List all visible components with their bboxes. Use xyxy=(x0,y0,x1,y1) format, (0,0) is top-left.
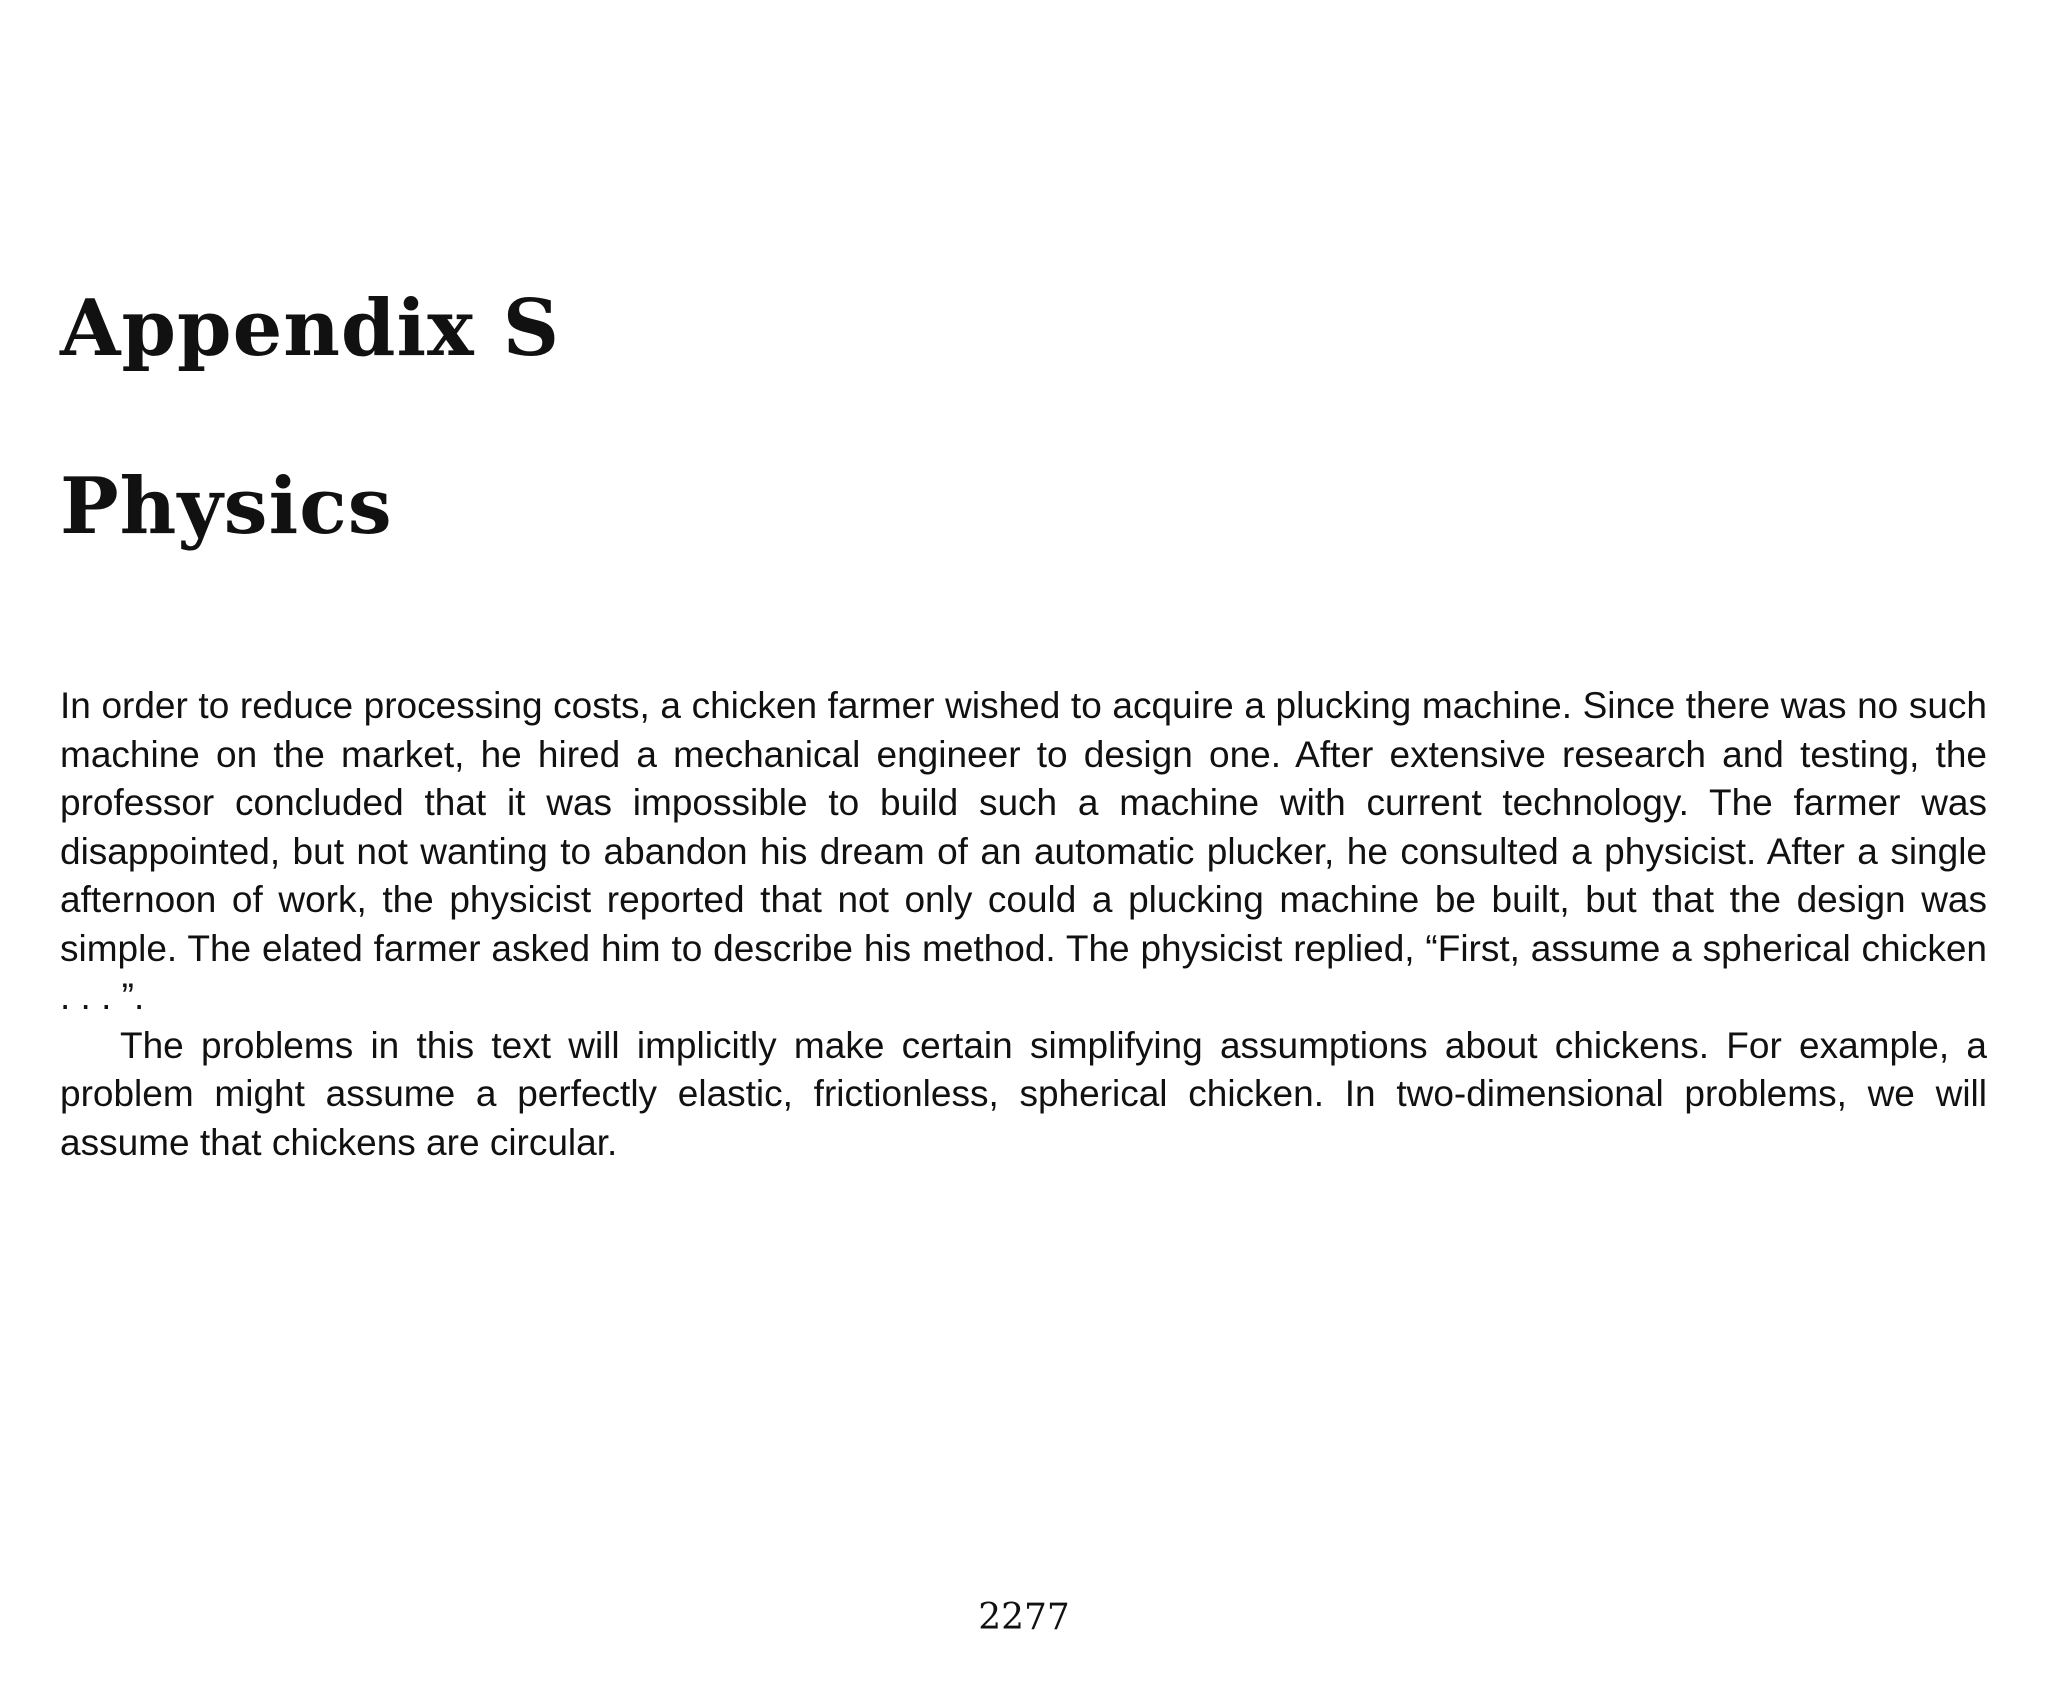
page-number: 2277 xyxy=(978,1597,1070,1638)
appendix-label: Appendix S xyxy=(60,283,561,374)
chapter-title: Physics xyxy=(60,461,393,552)
body-text xyxy=(60,682,1987,1167)
paragraph-assumptions: The problems in this text will implicitly make certain simplifying assumptions about chickens. For example, a problem might assume a perfectly elastic, frictionless, spherical chicken. In two-dimensional problems, we will assume that chickens are circular. xyxy=(60,1024,1987,1163)
paragraph-intro: In order to reduce processing costs, a chicken farmer wished to acquire a plucking machine. Since there was no such machine on the market, he hired a mechanical engineer to design one. After extensive research and testing, the professor concluded that it was impossible to build such a machine with current technology. The farmer was disappointed, but not wanting to abandon his dream of an automatic plucker, he consulted a physicist. After a single afternoon of work, the physicist reported that not only could a plucking machine be built, but that the design was simple. The elated farmer asked him to describe his method. The physicist replied, “First, assume a spherical chicken . . . ”. xyxy=(60,685,1987,1017)
